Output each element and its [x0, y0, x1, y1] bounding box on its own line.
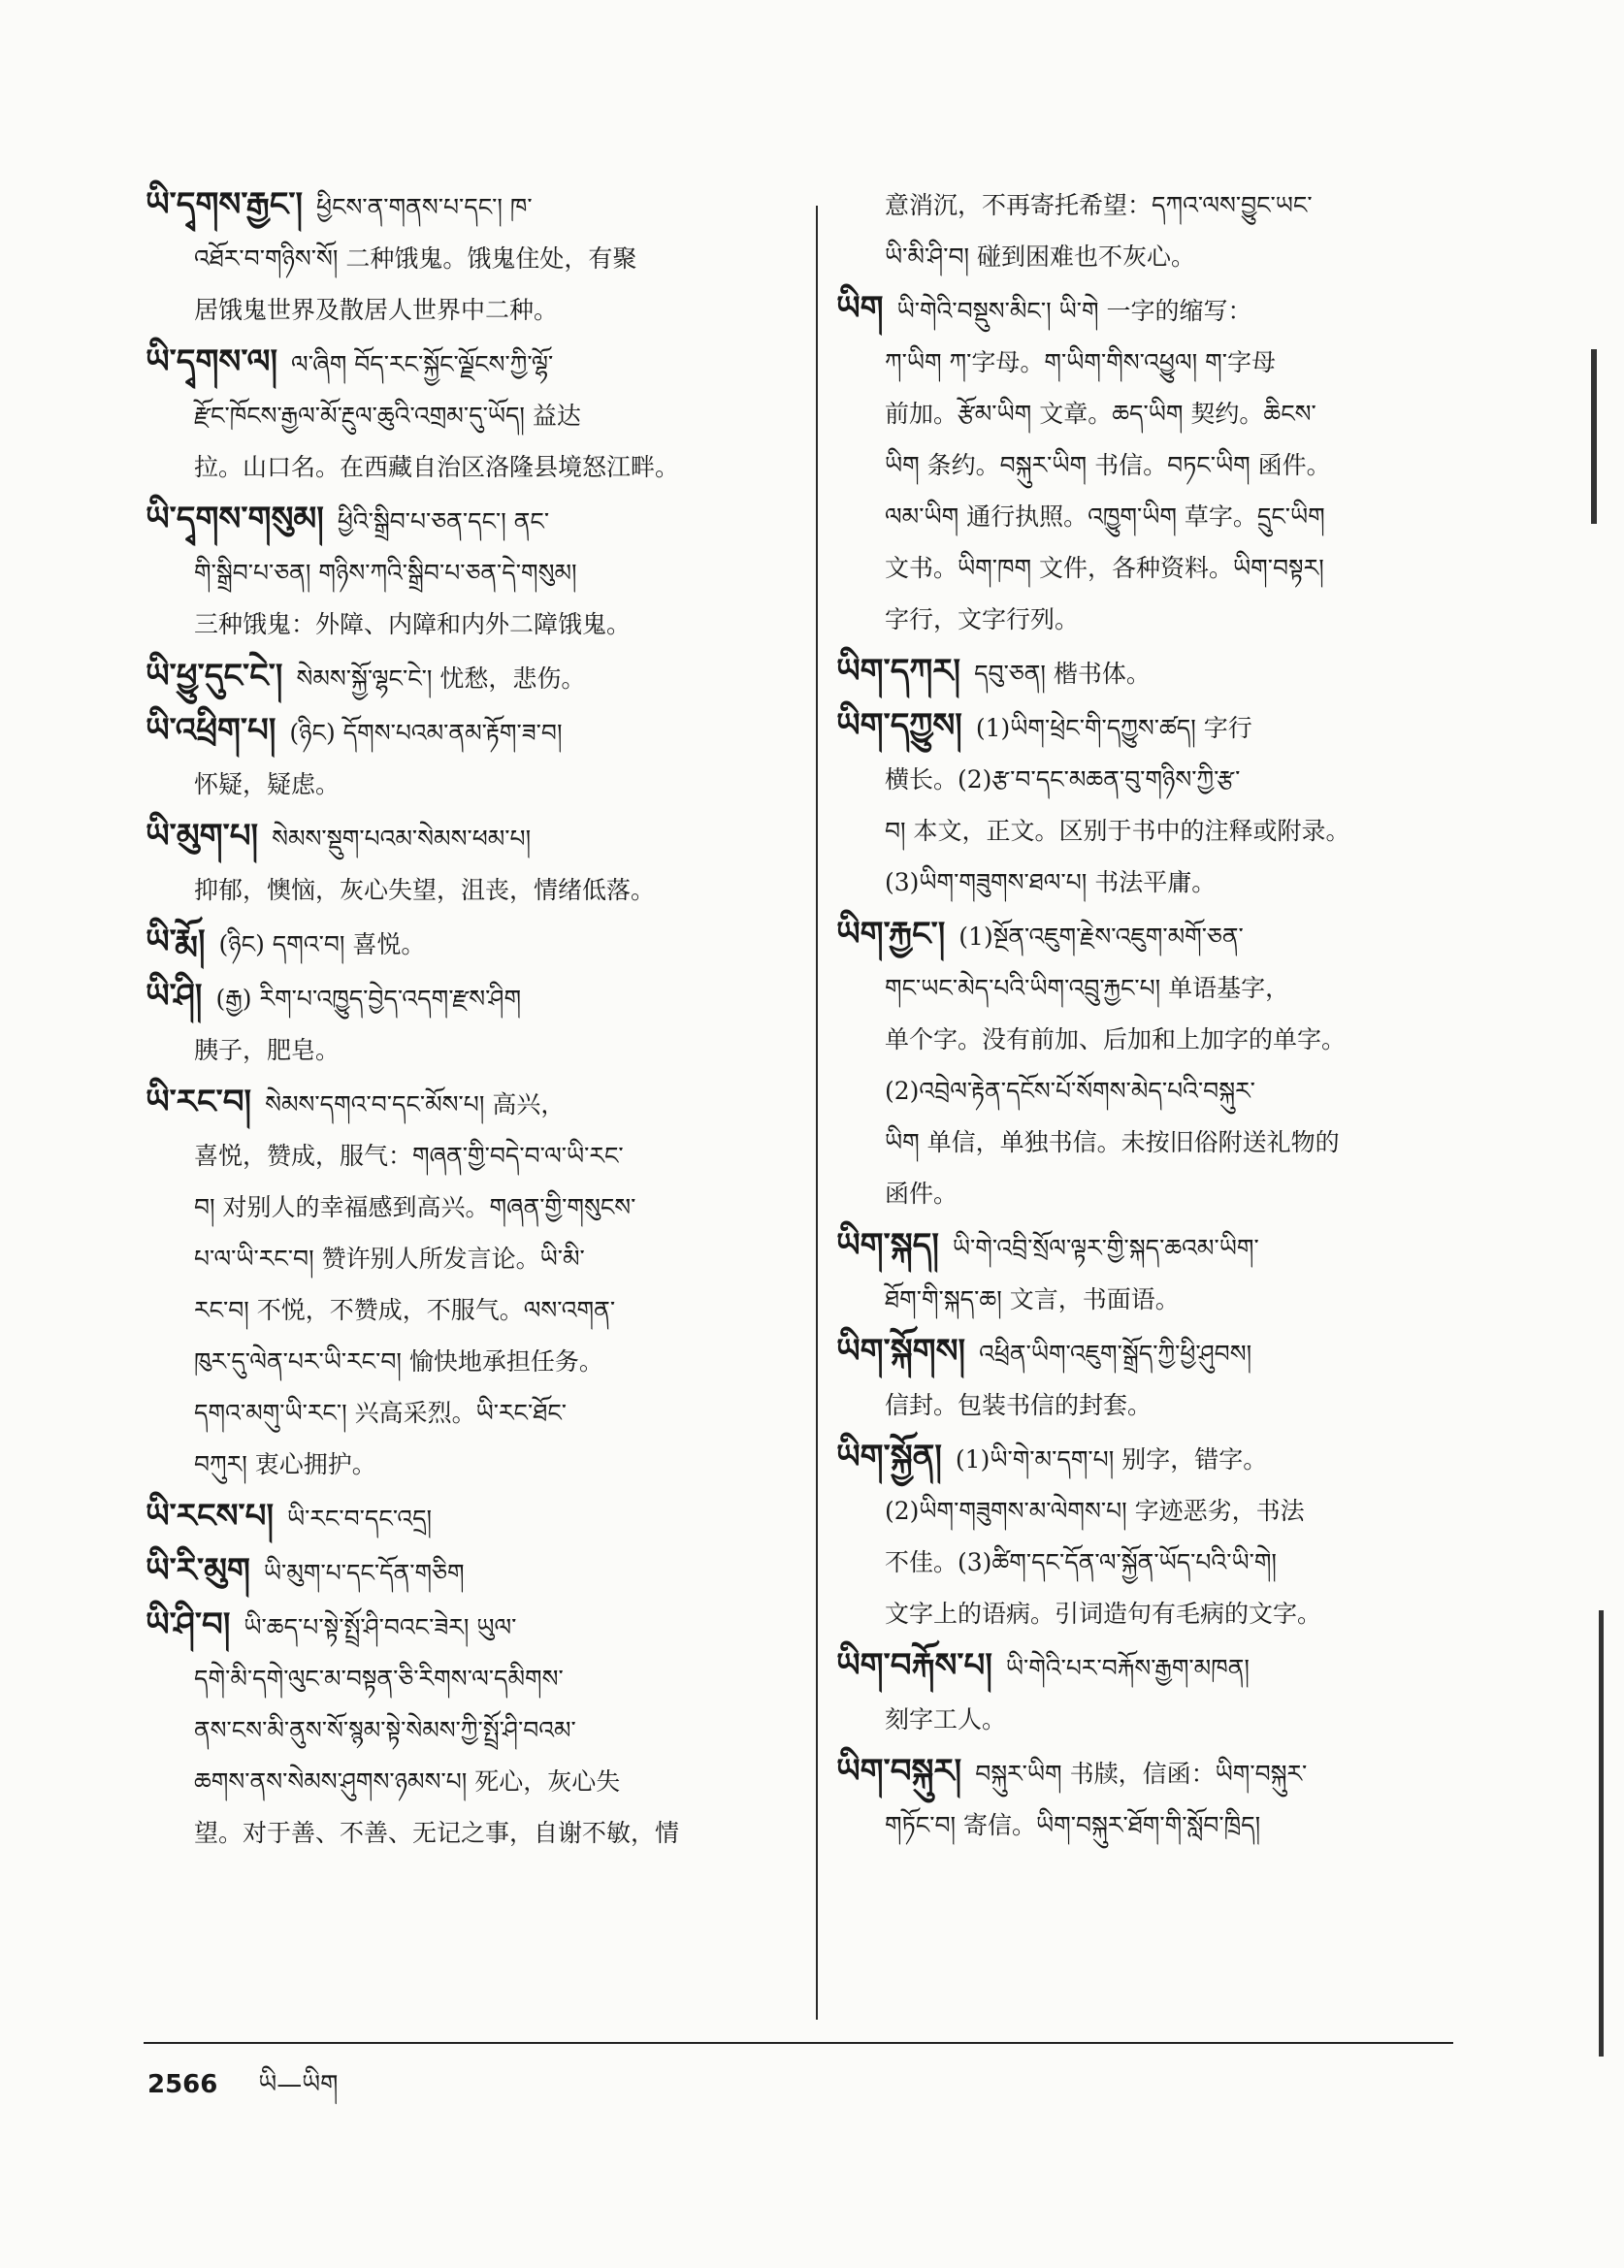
definition-line: 抑郁，懊恼，灰心失望，沮丧，情绪低落。	[194, 876, 656, 904]
definition-line: པ་ལ་ཡི་རང་བ། 赞许别人所发言论。ཡི་མི་	[194, 1245, 585, 1273]
definition-line: ཡི་རང་བ་དང་འདྲ།	[287, 1505, 433, 1533]
dictionary-entry	[146, 811, 796, 916]
definition-line: བ། 本文，正文。区别于书中的注释或附录。	[885, 817, 1350, 845]
definition-line: ལམ་ཡིག 通行执照。འཁྱུག་ཡིག 草字。དྲུང་ཡིག	[885, 502, 1325, 531]
entry-headword: ཡིག་བསྐུར།	[836, 1752, 962, 1791]
dictionary-entry	[146, 1545, 796, 1599]
entry-headword: ཡི་དྭགས་ལ།	[146, 342, 278, 381]
definition-line: གང་ཡང་མེད་པའི་ཡིག་འབྲུ་རྐྱང་པ། 单语基字，	[885, 974, 1290, 1002]
dictionary-entry	[836, 700, 1467, 908]
definition-line: 喜悦，赞成，服气：གཞན་གྱི་བདེ་བ་ལ་ཡི་རང་	[194, 1142, 624, 1170]
dictionary-entry	[836, 1220, 1467, 1325]
left-column	[146, 179, 796, 1860]
definition-line: དབུ་ཅན། 楷书体。	[974, 660, 1151, 688]
definition-line: (3)ཡིག་གཟུགས་ཐལ་པ། 书法平庸。	[885, 868, 1217, 896]
definition-line: གི་སྒྲིབ་པ་ཅན། གཉིས་ཀའི་སྒྲིབ་པ་ཅན་དེ་གསུམ།	[194, 559, 577, 587]
footer-rule	[144, 2042, 1453, 2044]
definition-line: 三种饿鬼：外障、内障和内外二障饿鬼。	[194, 610, 632, 638]
entry-definition	[264, 1559, 465, 1587]
definition-line: 不佳。(3)ཚིག་དང་དོན་ལ་སྐྱོན་ཡོད་པའི་ཡི་གེ།	[885, 1548, 1277, 1576]
entry-headword: ཡི་ཕྱུ་དུང་ངེ་།	[146, 657, 283, 696]
entry-headword: ཡི་རྨོ།	[146, 923, 206, 961]
definition-line: 拉。山口名。在西藏自治区洛隆县境怒江畔。	[194, 453, 680, 481]
column-divider	[816, 206, 818, 2020]
dictionary-entry	[146, 917, 796, 970]
definition-line: བསྐུར་ཡིག 书牍，信函：ཡིག་བསྐུར་	[975, 1760, 1308, 1788]
margin-mark	[1599, 1610, 1604, 2057]
definition-line: ཀ་ཡིག ཀ་字母。ག་ཡིག་གིས་འཕྱུལ། ག་字母	[885, 348, 1276, 376]
definition-line: ཆགས་ནས་སེམས་ཤུགས་ཉམས་པ། 死心，灰心失	[194, 1767, 621, 1796]
definition-line: 怀疑，疑虑。	[194, 770, 341, 798]
dictionary-entry	[146, 179, 796, 336]
definition-line: ཐོག་གི་སྐད་ཆ། 文言，书面语。	[885, 1285, 1180, 1313]
definition-line: ཡི་གེ་འབྲི་སྲོལ་ལྟར་གྱི་སྐད་ཆའམ་ཡིག་	[952, 1234, 1259, 1262]
definition-line: རྫོང་ཁོངས་རྒྱལ་མོ་རྔུལ་ཆུའི་འགྲམ་དུ་ཡོད། 益达	[194, 402, 581, 430]
entry-definition	[219, 930, 426, 958]
dictionary-entry	[836, 646, 1467, 699]
definition-line: (རྒྱ) རིག་པ་འཁྱུད་བྱེད་འདག་རྫས་ཤིག	[215, 985, 522, 1013]
definition-line: ཡི་གེའི་པར་བརྐོས་རྒྱག་མཁན།	[1005, 1654, 1250, 1682]
definition-line: 居饿鬼世界及散居人世界中二种。	[194, 296, 559, 324]
dictionary-entry	[836, 909, 1467, 1219]
dictionary-entry	[836, 1640, 1467, 1745]
entry-headword: ཡི་ཤི།	[146, 977, 203, 1016]
definition-line: 望。对于善、不善、无记之事，自谢不敏，情	[194, 1819, 680, 1847]
dictionary-entry	[146, 971, 796, 1076]
dictionary-entry	[836, 1746, 1467, 1851]
definition-line: 刻字工人。	[885, 1705, 1007, 1733]
entry-headword: ཡི་མུག་པ།	[146, 817, 259, 856]
dictionary-entry	[146, 1600, 796, 1859]
definition-line: ཡི་མུག་པ་དང་དོན་གཅིག	[263, 1559, 465, 1587]
dictionary-entry	[836, 179, 1467, 282]
entry-headword: ཡི་རངས་པ།	[146, 1497, 275, 1536]
definition-line: དགེ་མི་དགེ་ལུང་མ་བསྟན་ཅི་རིགས་ལ་དམིགས་	[194, 1665, 564, 1693]
entry-definition	[836, 179, 1467, 282]
entry-definition	[836, 297, 1467, 645]
entry-headword: ཡིག་སྐྱོན།	[836, 1438, 942, 1476]
dictionary-entry	[836, 1432, 1467, 1639]
entry-definition	[974, 660, 1151, 688]
dictionary-entry	[146, 337, 796, 493]
definition-line: ཡི་གེའི་བསྡུས་མིང་། ཡི་གེ 一字的缩写：	[896, 297, 1252, 325]
definition-line: ནས་ངས་མི་ནུས་སོ་སྙམ་སྟེ་སེམས་ཀྱི་སྤྲོ་ཤི་བའམ་	[194, 1716, 576, 1744]
entry-headword: ཡིག་དཀར།	[836, 652, 961, 691]
entry-headword: ཡིག་སྐད།	[836, 1226, 939, 1265]
definition-line: (1)ཡི་གེ་མ་དག་པ། 别字，错字。	[955, 1445, 1268, 1474]
definition-line: ཕྱིའི་སྒྲིབ་པ་ཅན་དང་། ནང་	[337, 507, 550, 535]
page-footer	[147, 2057, 338, 2127]
page-number: 2566	[147, 2070, 218, 2099]
definition-line: 意消沉，不再寄托希望：དཀའ་ལས་བྱུང་ཡང་	[885, 191, 1313, 219]
definition-line: ཕྱིངས་ན་གནས་པ་དང་། ཁ་	[316, 193, 533, 221]
definition-line: (2)འབྲེལ་རྟེན་དངོས་པོ་སོགས་མེད་པའི་བསྐུར་	[885, 1077, 1255, 1105]
entry-headword: ཡི་རི་མུག	[146, 1551, 250, 1590]
definition-line: འཕྲིན་ཡིག་འཇུག་སྒྲོད་ཀྱི་ཕྱི་ཤུབས།	[979, 1340, 1252, 1368]
definition-line: 横长。(2)རྩ་བ་དང་མཆན་བུ་གཉིས་ཀྱི་རྩ་	[885, 765, 1241, 794]
definition-line: 文书。ཡིག་ཁག 文件，各种资料。ཡིག་བསྟར།	[885, 554, 1324, 582]
definition-line: (ཉིང) དོགས་པའམ་ནམ་རྟོག་ཟ་བ།	[289, 719, 563, 747]
definition-line: (2)ཡིག་གཟུགས་མ་ལེགས་པ། 字迹恶劣，书法	[885, 1497, 1305, 1525]
entry-headword: ཡིག་དཀྱུས།	[836, 706, 962, 745]
dictionary-entry	[146, 1491, 796, 1544]
entry-headword: ཡིག་སྐོགས།	[836, 1332, 966, 1371]
definition-line: (ཉིང) དགའ་བ། 喜悦。	[218, 930, 426, 958]
definition-line: ཁུར་དུ་ལེན་པར་ཡི་རང་བ། 愉快地承担任务。	[194, 1347, 603, 1376]
definition-line: སེམས་དགའ་བ་དང་མོས་པ། 高兴，	[265, 1090, 566, 1118]
entry-definition	[146, 1090, 796, 1490]
definition-line: 字行，文字行列。	[885, 605, 1080, 633]
definition-line: ཡིག 条约。བསྐུར་ཡིག 书信。བཏང་ཡིག 函件。	[885, 451, 1331, 479]
right-column	[836, 179, 1467, 1852]
entry-headword: ཡི་འཕྲིག་པ།	[146, 711, 276, 750]
definition-line: 前加。རྩོམ་ཡིག 文章。ཆད་ཡིག 契约。ཆིངས་	[885, 400, 1316, 428]
definition-line: ཡི་མི་ཤི་བ། 碰到困难也不灰心。	[885, 243, 1195, 271]
entry-headword: ཡི་དྭགས་གསུམ།	[146, 500, 324, 538]
entry-headword: ཡིག་རྐྱང་།	[836, 915, 946, 954]
definition-line: བཀུར། 衷心拥护。	[194, 1450, 376, 1478]
entry-definition	[146, 1613, 796, 1859]
dictionary-entry	[836, 283, 1467, 645]
entry-definition	[836, 923, 1467, 1219]
entry-headword: ཡི་དྭགས་རྒྱང་།	[146, 185, 304, 224]
definition-line: 函件。	[885, 1180, 958, 1208]
definition-line: (1)ཡིག་ཕྲེང་གི་དཀྱུས་ཚད། 字行	[975, 714, 1252, 742]
dictionary-entry	[146, 1077, 796, 1490]
dictionary-entry	[836, 1326, 1467, 1431]
definition-line: ལ་ཞིག བོད་རང་སྐྱོང་ལྗོངས་ཀྱི་ལྷོ་	[291, 350, 554, 378]
entry-definition	[287, 1505, 432, 1533]
dictionary-entry	[146, 705, 796, 810]
definition-line: སེམས་སྡུག་པའམ་སེམས་ཕམ་པ།	[272, 825, 532, 853]
entry-headword: ཡིག་བརྐོས་པ།	[836, 1646, 992, 1685]
definition-line: (1)སྔོན་འཇུག་རྗེས་འཇུག་མགོ་ཅན་	[958, 923, 1244, 951]
definition-line: ཡིག 单信，单独书信。未按旧俗附送礼物的	[885, 1128, 1340, 1156]
entry-definition	[146, 985, 796, 1076]
entry-headword: ཡི་རང་བ།	[146, 1083, 252, 1121]
dictionary-entry	[146, 651, 796, 704]
definition-line: ཡི་ཆད་པ་སྟེ་སྤྲོ་ཤི་བའང་ཟེར། ཡུལ་	[244, 1613, 517, 1641]
definition-line: 文字上的语病。引词造句有毛病的文字。	[885, 1600, 1322, 1628]
definition-line: གཏོང་བ། 寄信。ཡིག་བསྐུར་ཐོག་གི་སློབ་ཁྲིད།	[885, 1811, 1261, 1839]
definition-line: 单个字。没有前加、后加和上加字的单字。	[885, 1025, 1347, 1053]
definition-line: བ། 对别人的幸福感到高兴。གཞན་གྱི་གསུངས་	[194, 1193, 636, 1221]
dictionary-entry	[146, 494, 796, 650]
margin-mark	[1591, 349, 1597, 524]
page-headword-range: ཡི—ཡིག	[258, 2070, 339, 2099]
definition-line: འཐོར་བ་གཉིས་སོ། 二种饿鬼。饿鬼住处，有聚	[194, 244, 637, 273]
definition-line: 信封。包装书信的封套。	[885, 1391, 1153, 1419]
definition-line: 胰子，肥皂。	[194, 1036, 341, 1064]
entry-headword: ཡི་ཤི་བ།	[146, 1605, 231, 1644]
entry-headword: ཡིག	[836, 289, 884, 328]
definition-line: རང་བ། 不悦，不赞成，不服气。ལས་འགན་	[194, 1296, 616, 1324]
definition-line: དགའ་མགུ་ཡི་རང་། 兴高采烈。ཡི་རང་ཐོང་	[194, 1399, 567, 1427]
entry-definition	[296, 664, 585, 693]
definition-line: སེམས་སྐྱོ་ལྷང་ངེ་། 忧愁，悲伤。	[296, 664, 586, 693]
